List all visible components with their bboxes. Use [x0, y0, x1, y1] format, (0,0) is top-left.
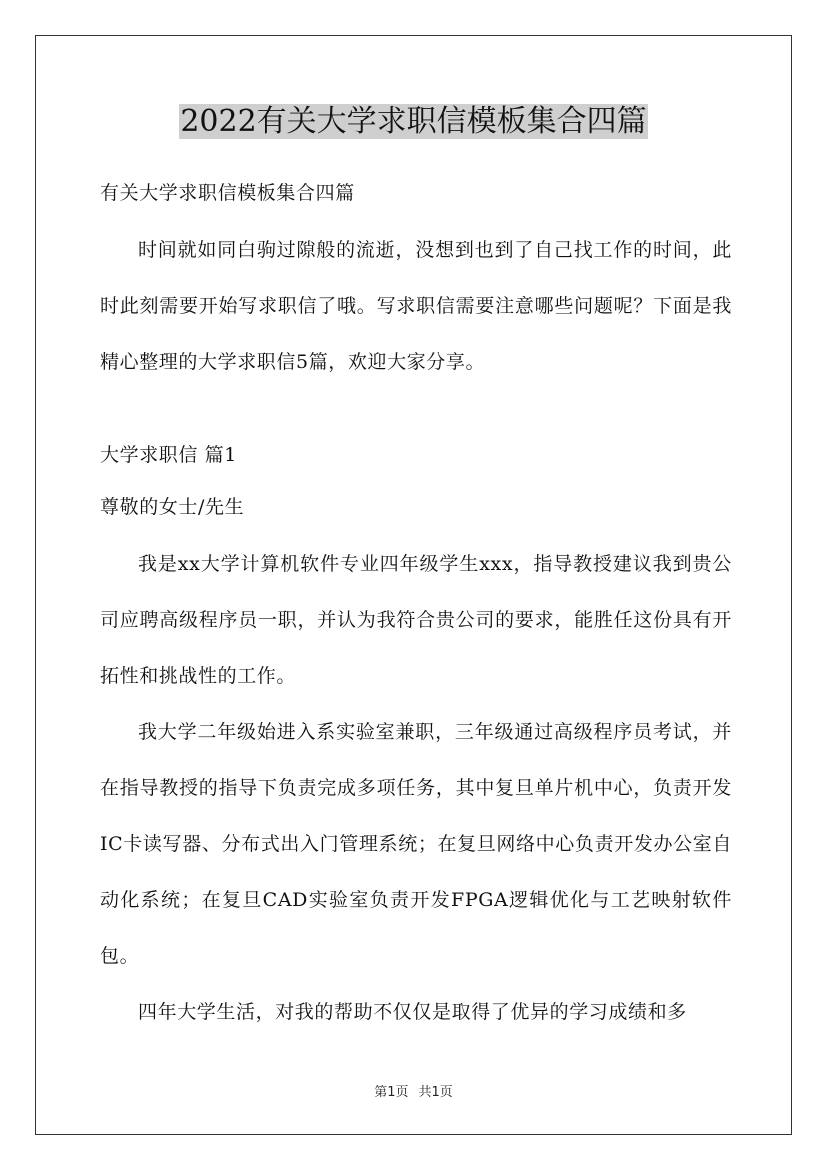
page-total: 共1页: [418, 1085, 453, 1100]
intro-paragraph: 时间就如同白驹过隙般的流逝，没想到也到了自己找工作的时间，此时此刻需要开始写求职信了哦。写求职信需要注意哪些问题呢？下面是我精心整理的大学求职信5篇，欢迎大家分享。: [100, 239, 732, 373]
greeting: 尊敬的女士/先生: [100, 496, 245, 518]
document-title: [0, 100, 827, 144]
section-spacer: [100, 390, 732, 432]
section-heading: 大学求职信 篇1: [100, 444, 237, 466]
body-paragraph-2: 我大学二年级始进入系实验室兼职，三年级通过高级程序员考试，并在指导教授的指导下负责完成多项任务，其中复旦单片机中心，负责开发IC卡读写器、分布式出入门管理系统；在复旦网络中心负责开发办公室自动化系统；在复旦CAD实验室负责开发FPGA逻辑优化与工艺映射软件包。: [100, 721, 732, 967]
title-text: 2022有关大学求职信模板集合四篇: [180, 104, 647, 139]
document-body: [100, 170, 732, 1040]
subtitle: 有关大学求职信模板集合四篇: [100, 182, 355, 204]
page-footer: [0, 1083, 827, 1103]
body-paragraph-3: 四年大学生活，对我的帮助不仅仅是取得了优异的学习成绩和多: [138, 1001, 687, 1023]
body-paragraph-1: 我是xx大学计算机软件专业四年级学生xxx，指导教授建议我到贵公司应聘高级程序员一职，并认为我符合贵公司的要求，能胜任这份具有开拓性和挑战性的工作。: [100, 553, 732, 687]
page-number: 第1页: [374, 1085, 409, 1100]
